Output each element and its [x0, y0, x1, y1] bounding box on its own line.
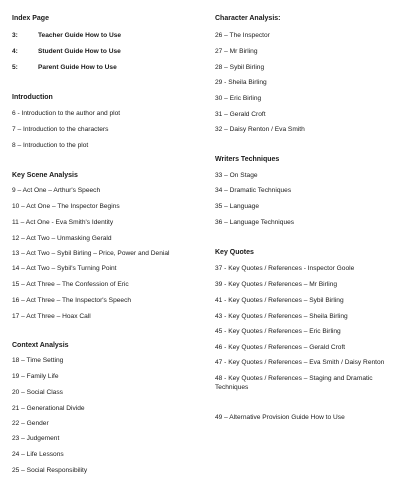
list-item: 41 - Key Quotes / References – Sybil Birling	[215, 297, 344, 304]
list-item: 30 – Eric Birling	[215, 95, 262, 102]
index-item-label: Parent Guide How to Use	[38, 64, 117, 71]
index-item-number: 4:	[12, 48, 18, 55]
index-item-label: Teacher Guide How to Use	[38, 32, 122, 39]
list-item: 9 – Act One – Arthur's Speech	[12, 187, 101, 194]
list-item: 13 – Act Two – Sybil Birling – Price, Power and Denial	[12, 250, 170, 257]
list-item: 31 – Gerald Croft	[215, 111, 266, 118]
list-item: 12 – Act Two – Unmasking Gerald	[12, 235, 112, 242]
list-item: 18 – Time Setting	[12, 357, 64, 364]
list-item: 35 – Language	[215, 203, 260, 210]
key-scene-heading: Key Scene Analysis	[12, 172, 78, 179]
list-item: 19 – Family Life	[12, 373, 59, 380]
list-item: 32 – Daisy Renton / Eva Smith	[215, 126, 305, 133]
list-item: 33 – On Stage	[215, 172, 258, 179]
index-item-number: 5:	[12, 64, 18, 71]
list-item: 49 – Alternative Provision Guide How to Use	[215, 414, 345, 421]
introduction-heading: Introduction	[12, 94, 53, 101]
writers-heading: Writers Techniques	[215, 156, 280, 163]
list-item: 37 - Key Quotes / References - Inspector Goole	[215, 265, 355, 272]
list-item: 20 – Social Class	[12, 389, 63, 396]
index-item-number: 3:	[12, 32, 18, 39]
list-item: 15 – Act Three – The Confession of Eric	[12, 281, 129, 288]
list-item: 29 - Sheila Birling	[215, 79, 267, 86]
index-heading: Index Page	[12, 15, 49, 22]
list-item: 27 – Mr Birling	[215, 48, 258, 55]
list-item: 45 - Key Quotes / References – Eric Birling	[215, 328, 341, 335]
list-item: 47 - Key Quotes / References – Eva Smith / Daisy Renton	[215, 359, 385, 366]
list-item: 8 – Introduction to the plot	[12, 142, 89, 149]
list-item-continued: Techniques	[215, 384, 249, 391]
character-heading: Character Analysis:	[215, 15, 281, 22]
context-heading: Context Analysis	[12, 342, 69, 349]
list-item: 48 - Key Quotes / References – Staging and Dramatic	[215, 375, 373, 382]
list-item: 22 – Gender	[12, 420, 49, 427]
list-item: 39 - Key Quotes / References – Mr Birling	[215, 281, 338, 288]
list-item: 17 – Act Three – Hoax Call	[12, 313, 91, 320]
list-item: 25 – Social Responsibility	[12, 467, 88, 474]
list-item: 28 – Sybil Birling	[215, 64, 265, 71]
index-item-label: Student Guide How to Use	[38, 48, 121, 55]
list-item: 16 – Act Three – The Inspector's Speech	[12, 297, 132, 304]
list-item: 46 - Key Quotes / References – Gerald Croft	[215, 344, 346, 351]
list-item: 26 – The Inspector	[215, 32, 270, 39]
quotes-heading: Key Quotes	[215, 249, 254, 256]
list-item: 14 – Act Two – Sybil's Turning Point	[12, 265, 117, 272]
list-item: 7 – Introduction to the characters	[12, 126, 109, 133]
list-item: 11 – Act One - Eva Smith's Identity	[12, 219, 114, 226]
list-item: 10 – Act One – The Inspector Begins	[12, 203, 120, 210]
list-item: 23 – Judgement	[12, 435, 60, 442]
list-item: 21 – Generational Divide	[12, 405, 85, 412]
list-item: 43 - Key Quotes / References – Sheila Birling	[215, 313, 348, 320]
list-item: 36 – Language Techniques	[215, 219, 295, 226]
list-item: 24 – Life Lessons	[12, 451, 64, 458]
list-item: 6 - Introduction to the author and plot	[12, 110, 121, 117]
list-item: 34 – Dramatic Techniques	[215, 187, 292, 194]
